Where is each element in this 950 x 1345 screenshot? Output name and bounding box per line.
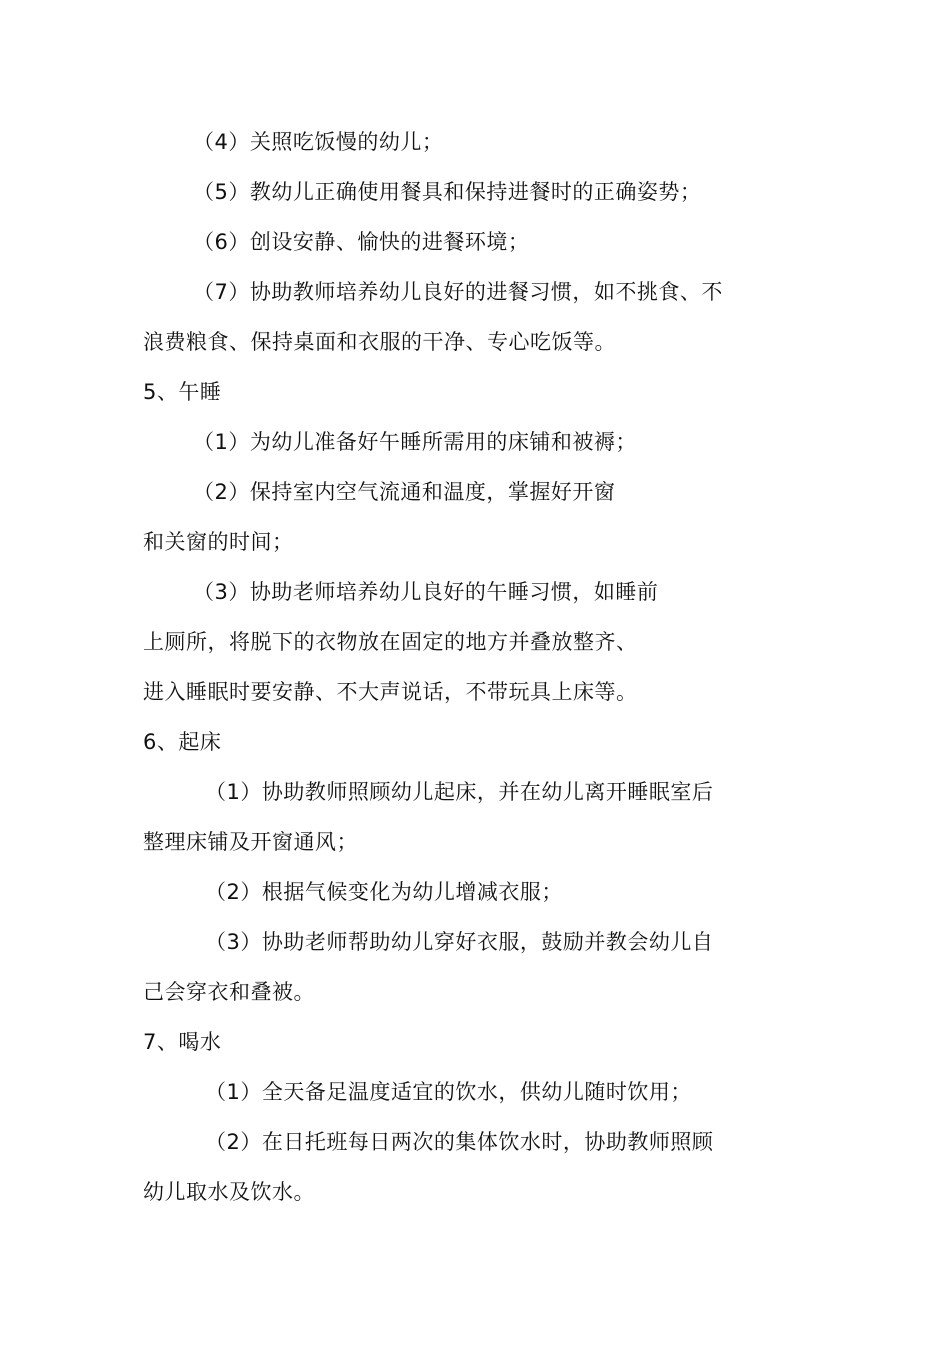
list-item: （6）创设安静、愉快的进餐环境； bbox=[193, 230, 530, 254]
list-item: （3）协助老师培养幼儿良好的午睡习惯，如睡前 bbox=[193, 580, 659, 604]
list-item-continuation: 整理床铺及开窗通风； bbox=[143, 830, 358, 854]
section-heading: 6、起床 bbox=[143, 730, 222, 754]
list-item: （1）为幼儿准备好午睡所需用的床铺和被褥； bbox=[193, 430, 637, 454]
list-item: （1）全天备足温度适宜的饮水，供幼儿随时饮用； bbox=[205, 1080, 692, 1104]
list-item-continuation: 和关窗的时间； bbox=[143, 530, 294, 554]
list-item: （2）保持室内空气流通和温度，掌握好开窗 bbox=[193, 480, 616, 504]
list-item: （2）根据气候变化为幼儿增减衣服； bbox=[205, 880, 563, 904]
list-item-continuation: 进入睡眠时要安静、不大声说话，不带玩具上床等。 bbox=[143, 680, 638, 704]
list-item-continuation: 浪费粮食、保持桌面和衣服的干净、专心吃饭等。 bbox=[143, 330, 616, 354]
section-heading: 7、喝水 bbox=[143, 1030, 222, 1054]
list-item-continuation: 上厕所，将脱下的衣物放在固定的地方并叠放整齐、 bbox=[143, 630, 638, 654]
list-item: （2）在日托班每日两次的集体饮水时，协助教师照顾 bbox=[205, 1130, 714, 1154]
section-heading: 5、午睡 bbox=[143, 380, 222, 404]
list-item: （1）协助教师照顾幼儿起床，并在幼儿离开睡眠室后 bbox=[205, 780, 714, 804]
list-item: （7）协助教师培养幼儿良好的进餐习惯，如不挑食、不 bbox=[193, 280, 723, 304]
list-item: （3）协助老师帮助幼儿穿好衣服，鼓励并教会幼儿自 bbox=[205, 930, 714, 954]
list-item: （4）关照吃饭慢的幼儿； bbox=[193, 130, 444, 154]
list-item: （5）教幼儿正确使用餐具和保持进餐时的正确姿势； bbox=[193, 180, 702, 204]
list-item-continuation: 己会穿衣和叠被。 bbox=[143, 980, 315, 1004]
list-item-continuation: 幼儿取水及饮水。 bbox=[143, 1180, 315, 1204]
